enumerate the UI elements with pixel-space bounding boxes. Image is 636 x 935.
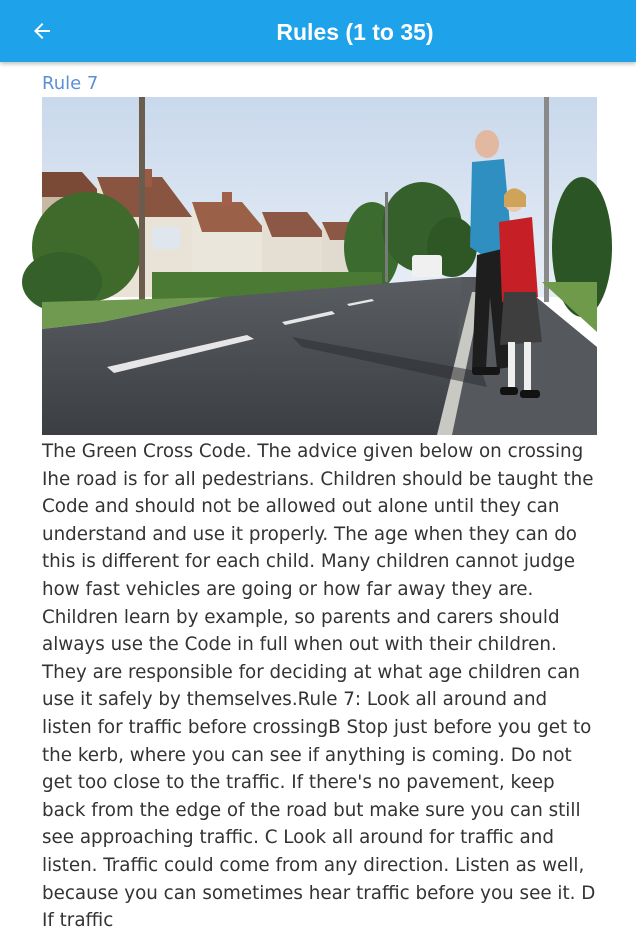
back-button[interactable] <box>24 13 60 49</box>
pedestrians-at-kerb-photo <box>42 97 597 435</box>
rule-body-text: The Green Cross Code. The advice given below on crossing Ihe road is for all pedestrians. Children should be taught the Code and should not be allowed out alone until they can understand and use it properly. The age when they can do this is different for each child. Many children cannot judge how fast vehicles are going or how far away they are. Children learn by example, so parents and carers should always use the Code in full when out with their children. They are responsible for deciding at what age children can use it safely by themselves.Rule 7: Look all around and listen for traffic before crossingB Stop just before you get to the kerb, where you can see if anything is coming. Do not get too close to the traffic. If there's no pavement, keep back from the edge of the road but make sure you can still see approaching traffic. C Look all around for traffic and listen. Traffic could come from any direction. Listen as well, because you can sometimes hear traffic before you see it. D If traffic <box>42 441 596 932</box>
rule-number: Rule 7 <box>42 73 99 94</box>
arrow-left-icon <box>30 19 54 43</box>
app-bar <box>0 0 636 62</box>
rule-illustration <box>42 97 597 435</box>
page-title: Rules (1 to 35) <box>276 19 434 45</box>
